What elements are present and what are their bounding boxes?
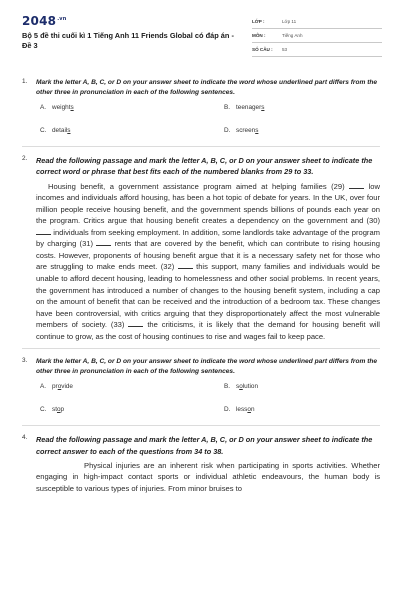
passage-text: individuals from seeking employment. In addition, some landlords take advantage of the program by charging (31) <box>36 227 380 249</box>
answer-blank-29[interactable] <box>349 182 364 189</box>
question-4 <box>22 434 380 494</box>
meta-value: 53 <box>282 47 288 52</box>
option-text: vide <box>61 383 73 391</box>
option-text: less <box>236 406 248 414</box>
option-b[interactable] <box>224 383 258 390</box>
option-text: n <box>250 406 255 414</box>
option-c[interactable] <box>40 127 70 134</box>
option-letter: C. <box>40 406 47 414</box>
option-underlined: o <box>239 383 243 391</box>
option-underlined: o <box>247 406 251 414</box>
meta-value: Lớp 11 <box>282 19 297 24</box>
option-underlined: o <box>57 383 62 391</box>
option-text: weight <box>52 104 71 111</box>
passage-text: Physical injuries are an inherent risk when participating in sports activities. Whether engaging in high-impact contact sports or individual athletic endeavours, the human body is susceptible to various types of injuries. From minor bruises to <box>36 460 380 493</box>
passage-text: rents that are covered by the benefit, which can contribute to rising housing costs. However, proponents of housing benefit argue that it is a necessary safety net for those who are struggling to make ends meet. (32) <box>36 239 380 272</box>
option-c[interactable] <box>40 406 64 413</box>
option-underlined: s <box>255 127 259 134</box>
meta-key: MÔN : <box>252 33 266 38</box>
option-text: st <box>52 406 57 414</box>
option-letter: B. <box>224 383 231 391</box>
question-instruction: Mark the letter A, B, C, or D on your answer sheet to indicate the word whose underlined part differs from the other three in pronunciation in each of the following sentences. <box>36 358 378 376</box>
answer-blank-33[interactable] <box>128 320 143 327</box>
question-number: 4. <box>22 434 28 442</box>
option-underlined: s <box>67 127 71 134</box>
answer-blank-31[interactable] <box>96 239 111 246</box>
option-text: s <box>236 383 240 391</box>
question-number: 1. <box>22 78 28 85</box>
option-text: lution <box>242 383 259 391</box>
answer-blank-30[interactable] <box>36 228 51 235</box>
question-instruction: Read the following passage and mark the letter A, B, C, or D on your answer sheet to indicate the correct answer to each of the questions from 34 to 38. <box>36 435 373 456</box>
answer-blank-32[interactable] <box>178 262 193 269</box>
option-a[interactable] <box>40 383 73 390</box>
divider <box>22 146 380 147</box>
divider <box>22 348 380 349</box>
site-logo[interactable] <box>22 14 67 28</box>
reading-passage <box>36 181 380 343</box>
option-text: screen <box>236 127 256 134</box>
question-1 <box>22 78 380 140</box>
passage-text: Housing benefit, a government assistance program aimed at helping families (29) <box>48 181 345 191</box>
passage-text: low incomes and individuals afford housing, has been a hot topic of debate for years. In the UK, over four million people receive housing benefit, and the government spends billions of pounds each year on the program. Critics argue that housing benefit creates a dependency on the government and (30) <box>36 181 380 226</box>
option-text: detail <box>52 127 68 134</box>
question-instruction: Read the following passage and mark the letter A, B, C, or D on your answer sheet to indicate the correct word or phrase that best fits each of the numbered blanks from 29 to 33. <box>36 156 373 177</box>
document-header <box>22 12 382 66</box>
option-text: teenager <box>236 104 262 111</box>
question-3 <box>22 357 380 419</box>
option-letter: A. <box>40 383 47 391</box>
option-a[interactable] <box>40 104 74 111</box>
divider <box>22 425 380 426</box>
passage-text: this support, many families and individuals would be unable to afford decent housing, leading to homelessness and other social problems. In recent years, the government has introduced a number of changes to the housing benefit system, including a cap on the amount of benefit that can be received and the introduction of a bedroom tax. These changes have been controversial, with critics arguing that they disproportionately affect the most vulnerable members of society. (33) <box>36 262 380 330</box>
option-underlined: s <box>70 104 74 111</box>
meta-row-subject <box>252 29 382 43</box>
passage-text: the criticisms, it is likely that the demand for housing benefit will continue to grow, as the cost of housing continues to rise and wages fail to keep pace. <box>36 320 380 341</box>
question-number: 2. <box>22 155 28 162</box>
meta-key: LỚP : <box>252 19 265 24</box>
meta-value: Tiếng Anh <box>282 33 303 38</box>
question-instruction: Mark the letter A, B, C, or D on your answer sheet to indicate the word whose underlined part differs from the other three in pronunciation in each of the following sentences. <box>36 79 378 96</box>
option-text: p <box>60 406 65 414</box>
option-text: pr <box>52 383 58 391</box>
answer-options <box>36 383 380 419</box>
option-underlined: s <box>261 104 265 111</box>
option-b[interactable] <box>224 104 264 111</box>
question-number: 3. <box>22 357 28 365</box>
option-letter: D. <box>224 127 231 134</box>
option-d[interactable] <box>224 127 258 134</box>
question-2 <box>22 155 380 342</box>
document-body <box>22 78 380 494</box>
meta-key: SỐ CÂU : <box>252 47 273 52</box>
option-letter: B. <box>224 104 231 111</box>
logo-suffix: .vn <box>57 16 67 22</box>
option-letter: D. <box>224 406 231 414</box>
option-d[interactable] <box>224 406 255 413</box>
logo-text: 2048 <box>22 14 57 28</box>
option-letter: A. <box>40 104 47 111</box>
answer-options <box>36 104 380 140</box>
reading-passage <box>36 460 380 495</box>
document-title: Bộ 5 đề thi cuối kì 1 Tiếng Anh 11 Friends Global có đáp án - Đề 3 <box>22 31 234 50</box>
meta-row-count <box>252 43 382 57</box>
option-underlined: o <box>56 406 61 414</box>
meta-table <box>252 15 382 57</box>
option-letter: C. <box>40 127 47 134</box>
meta-row-class <box>252 15 382 29</box>
